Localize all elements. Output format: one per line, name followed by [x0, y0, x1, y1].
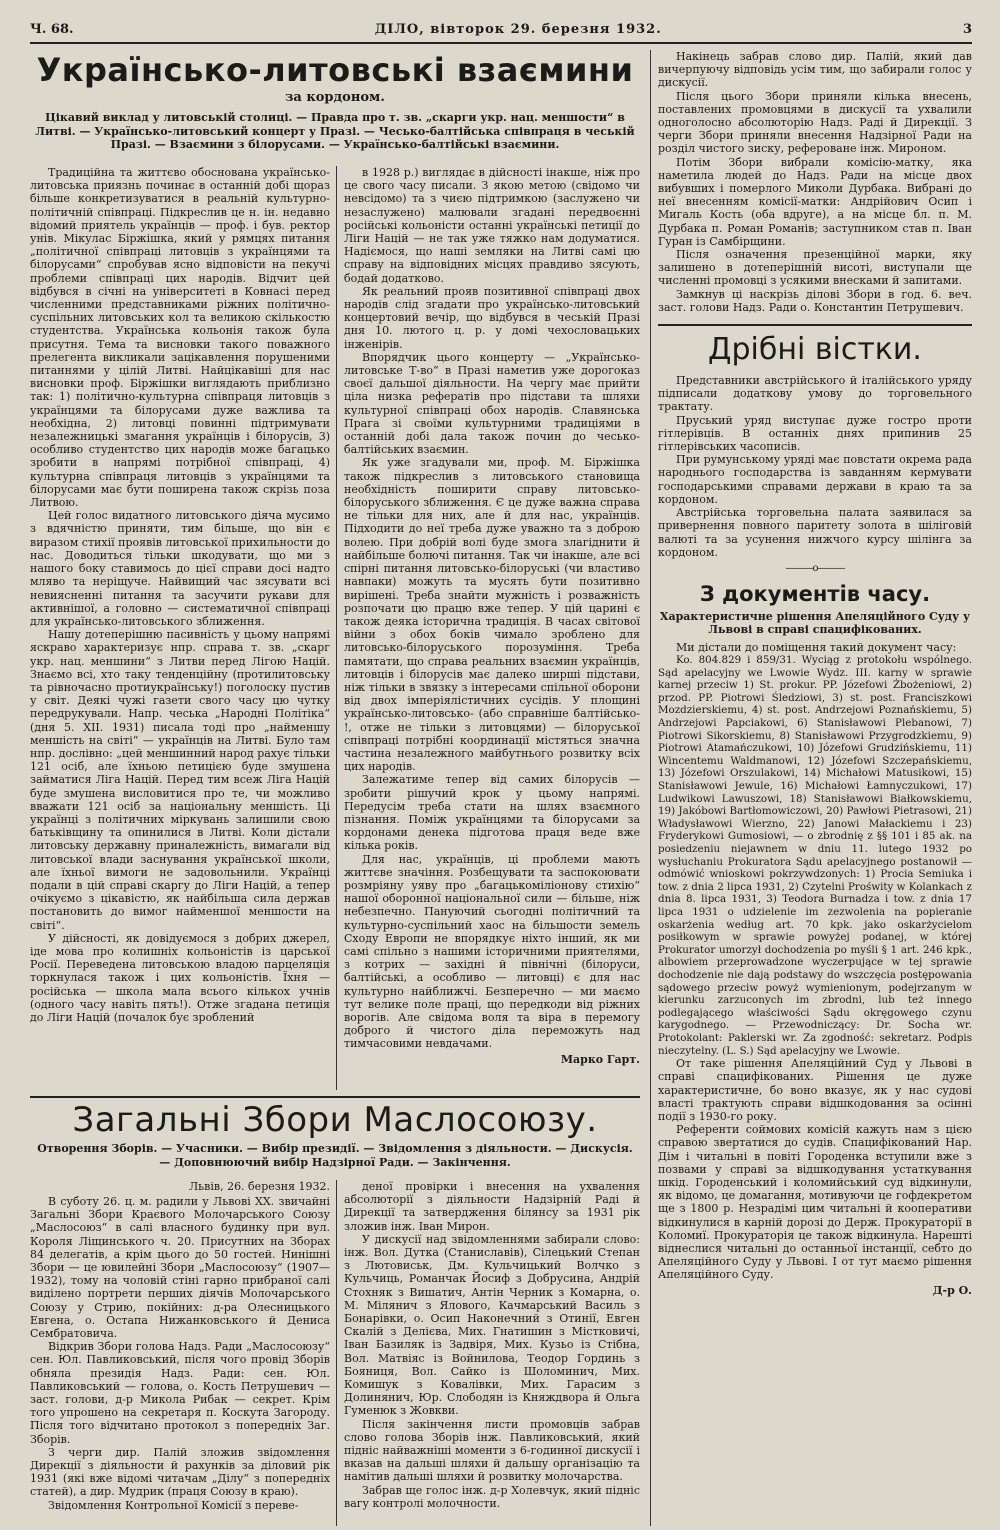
article-title: Загальні Збори Маслосоюзу.: [72, 1100, 598, 1140]
paragraph: Референти соймових комісій кажуть нам з цією справою звертатися до судів. Спацифікований Нар. Дім і читальні в повіті Городенка вступили вже з позвами у справі за відшкодування устаткування шкід. Городенський і коломийський суд відкинули, як відомо, це домагання, мотивуючи це гофдекретом ще з 1800 р. Незрадімі цим читальні й кооперативи відкинулися в карній дорозі до Держ. Прокураторії в Коломиї. Прокураторія це також відкинула. Нарешті віднеслися читальні до останньої інстанції, себто до Апеляційного Суду у Львові. І от тут маємо рішення Апеляційного Суду.: [658, 1123, 972, 1282]
masthead: ДІЛО, вівторок 29. березня 1932.: [374, 22, 662, 37]
news-item: Пруський уряд виступає дуже гостро проти гітлерівців. В останніх днях припинив 25 гітлерівських часописів.: [658, 413, 972, 454]
paragraph: В суботу 26. ц. м. радили у Львові XX. звичайні Загальні Збори Краєвого Молочарського Союзу „Маслосоюз“ в салі власного будинку при вул. Короля Ліщинського ч. 20. Присутних на Зборах 84 делегатів, а крім цього до 50 гостей. Нинішні Збори — це ювилейні Збори „Маслосоюзу“ (1907—1932), тому на чоловій стіні гарно прибраної салі виділено портрети перших діячів Молочарського Союзу у Стрию, покійних: д-ра Олесницького Евгена, о. Остапа Нижанковського й Дениса Сембратовича.: [30, 1195, 330, 1341]
page-number: 3: [962, 22, 972, 37]
paragraph: Традиційна та життєво обоснована українсько-литовська приязнь починає в останній добі щораз більше конкретизуватися в реальній культурно-політичній співпраці. Підкреслив це н. ін. недавно відомий приятель українців — проф. і був. ректор унів. Мікулас Біржішка, який у рямцях питання „політичної співпраці литовців з українцями та білорусами“ спробував ясно відповісти на пекучі проблеми співпраці цих народів. Відчит цей відбувся в січні на університеті в Ковнасі перед численними представниками ріжних політично-суспільних литовських кол та великою скількостю студентства. Українська кольонія також була присутня. Тема та висновки такого поважного прелегента викликали зацікавлення порушеними питаннями у цілій Литві. Найцікавіші для нас висновки проф. Біржішки виглядають приблизно так: 1) політично-культурна співпраця литовців з українцями та білорусами дуже важлива та необхідна, 2) литовці повинні підтримувати незалежницькі змагання українців і білорусів, 3) особливо студентство цих народів може багацько зробити в напрямі потрібної співпраці, 4) культурна співпраця литовців з українцями та білорусами має бути поширена також скрізь поза Литвою.: [30, 166, 330, 510]
news-item: Австрійська торговельна палата заявилася за привернення повного паритету золота в шіліговій валюті та за усунення нижчого курсу шілінга за кордоном.: [658, 506, 972, 559]
paragraph: Забрав ще голос інж. д-р Холевчук, який підніс вагу контролі молочности.: [344, 1483, 640, 1510]
paragraph: Для нас, українців, ці проблеми мають життєве значіння. Розбещувати та заспокоювати розмріяну уяву про „багацькоміліонову стихію“ нашої оборонної національної сили — більше, ніж небезпечно. Пануючий сьогодні політичний та культурно-суспільний хаос на більшости земель Сходу Европи не впорядкує ніхто інший, як ми самі спільно з нашими історичними приятелями, з котрих — західні й північні (білоруси, балтійські, а особливо — литовці) є для нас культурно найближчі. Безперечно — ми маємо тут велике поле праці, що передкоди від ріжних ворогів. Але свідома воля та віра в перемогу доброго й чистого діла переможуть над тимчасовими невдачами.: [344, 852, 640, 1051]
docs-title: З документів часу.: [699, 581, 931, 606]
article-summary: Отворення Зборів. — Учасники. — Вибір президії. — Звідомлення з діяльности. — Дискусія. — Доповнюючий вибір Надзірної Ради. — Закінчення.: [37, 1142, 633, 1169]
article1-continuation: [658, 50, 972, 314]
docs-section: [658, 641, 972, 1297]
article-subtitle: за кордоном.: [285, 90, 385, 105]
article2-column-2: [344, 1180, 640, 1526]
paragraph: Після цього Збори приняли кілька внесень, поставлених промовцями в дискусії та ухвалили одноголосно абсолюторію Надз. Раді й Дирекції. З черги Збори приняли внесення Надзірної Ради на розділ чистого зиску, рефероване інж. Мироном.: [658, 89, 972, 156]
article-summary: Цікавий виклад у литовській столиці. — Правда про т. зв. „скарги укр. нац. меншости“ в Литві. — Українсько-литовський концерт у Празі. — Чесько-балтійська співпраця в чеській Празі. — Взаємини з білорусами. — Українсько-балтійські взаємини.: [35, 111, 635, 151]
article1-column-1: [30, 166, 330, 1090]
paragraph: Потім Збори вибрали комісію-матку, яка наметила людей до Надз. Ради на місце двох вибувших і померлого Миколи Дурбака. Вибрані до неї внесенням комісії-матки: Андрійович Осип і Мигаль Кость (оба вдруге), а на місце бл. п. М. Дурбака п. Роман Романів; заступником став п. Іван Гуран із Самбірщини.: [658, 155, 972, 248]
news-item: Представники австрійського й італійського уряду підписали додаткову умову до торговельного трактату.: [658, 374, 972, 414]
article-maslosoyuz: [30, 1096, 640, 1526]
paragraph: З черги дир. Палій зложив звідомлення Дирекції з діяльности й рахунків за діловий рік 1931 (які вже відомі читачам „Ділу“ з попередніх статей), а дир. Мудрик (праця Союзу в краю).: [30, 1445, 330, 1499]
paragraph: У дискусії над звідомленнями забирали слово: інж. Вол. Дутка (Станиславів), Сілецький Степан з Лютовиськ, Дм. Кульчицький Волчко з Кульчиць, Романчак Йосиф з Добрусина, Андрій Стохняк з Вишатич, Антін Черник з Комарна, о. М. Мілянич з Ялового, Качмарський Василь з Бонарівки, о. Осип Наконечний з Отинії, Евген Скалій з Делієва, Мих. Гнатишин з Містковичі, Іван Базиляк із Задвіря, Мих. Кузьо із Стібна, Вол. Матвіяс із Войнилова, Теодор Гординь з Бояниця, Вол. Сайко із Шоломинич, Мих. Комишук з Ковалівки, Мих. Гарасим з Долинянич, Юр. Слободян із Княждвора й Ольга Гуменюк з Жовкви.: [344, 1232, 640, 1418]
paragraph: Залежатиме тепер від самих білорусів — зробити рішучий крок у цьому напрямі. Передусім треба стати на шлях взаємного пізнання. Поміж українцями та білорусами за кордонами денека підготова праця веде вже кілька років.: [344, 773, 640, 853]
paragraph: Накінець забрав слово дир. Палій, який дав вичерпуючу відповідь усім тим, що забирали голос у дискусії.: [658, 50, 972, 90]
paragraph: Замкнув ці наскрізь ділові Збори в год. 6. веч. заст. голови Надз. Ради о. Константин Петрушевич.: [658, 287, 972, 314]
ornament-divider: ———o———: [785, 562, 845, 574]
paragraph: Після означення презенційної марки, яку залишено в дотеперішній висоті, виступали ще численні промовці з усякими внесками й запитами.: [658, 248, 972, 288]
docs-signature: Д-р О.: [932, 1283, 972, 1297]
paragraph: Впорядчик цього концерту — „Українсько-литовське Т-во“ в Празі наметив уже дорогоказ своєї дальшої діяльности. На чергу має прийти ціла низка рефератів про підстави та шляхи культурної співпраці обох народів. Славянська Прага зі своїми культурними традиціями в останній добі дала також почин до чесько-балтійських взаємин.: [344, 350, 640, 457]
paragraph: От таке рішення Апеляційний Суд у Львові в справі спацифікованих. Рішення це дуже характеристичне, бо воно вказує, як у нас судові власті трактують справи відшкодовання за осінні події з 1930-го року.: [658, 1057, 972, 1123]
paragraph: Нашу дотеперішню пасивність у цьому напрямі яскраво характеризує нпр. справа т. зв. „скарг укр. нац. меншини“ з Литви перед Лігою Націй. Знаємо всі, хто таку тенденційну (протилитовську та рівночасно протиукраїнську!) поголоску пустив у світ. Деякі чужі газети свого часу цю чутку передрукували. Напр. чеська „Народні Політіка“ (дня 5. XII. 1931) писала тоді про „найменшу меншість на світі“ — українців на Литві. Було там нпр. дослівно: „цей меншинний народ рахує тільки 121 осіб, але їхньою петицією буде змушена займатися Ліга Націй. Перед тим всеж Ліга Націй буде змушена висловитися про те, чи можливо вважати 121 осіб за національну меншість. Ці українці з політичних міркувань залишили свою батьківщину та опинилися в Литві. Коли дістали литовську державну приналежність, вимагали від литовської влади заснування української школи, але їхньої вимоги не задовольнили. Українці подали в цій справі скаргу до Ліги Націй, а тепер очікуємо з цікавістю, як найбільша сила держав постановить до вимог найменшої меншости на світі“.: [30, 628, 330, 932]
page-header: [30, 22, 972, 44]
paragraph: Після закінчення листи промовців забрав слово голова Зборів інж. Павликовський, який підніс найважніші моменти з 6-годинної дискусії і вказав на дальші шляхи й дальшу організацію та намітив дальші шляхи й розвитку молочарства.: [344, 1417, 640, 1484]
court-extract: Ko. 804.829 i 859/31. Wyciąg z protokołu wspólnego. Sąd apelacyjny we Lwowie Wydz. III. karny w sprawie karnej przeciw 1) St. prokur. PP. Józefowi Żbożeniowi, 2) przod. PP. Piotrowi Śledziowi, 3) st. post. Franciszkowi Mozdzierskiemu, 4) st. post. Andrzejowi Poznańskiemu, 5) Andrzejowi Papciakowi, 6) Stanisławowi Plebanowi, 7) Piotrowi Sikorskiemu, 8) Stanisławowi Przygrodzkiemu, 9) Piotrowi Atamańczukowi, 10) Józefowi Grudzińskiemu, 11) Wincentemu Waldmanowi, 12) Józefowi Szczepańskiemu, 13) Józefowi Orszulakowi, 14) Michałowi Matusikowi, 15) Stanisławowi Jewule, 16) Michałowi Łamnyczukowi, 17) Ludwikowi Lawuszowi, 18) Stanisławowi Białkowskiemu, 19) Jakóbowi Bartłomowiczowi, 20) Pawłowi Pietrasowi, 21) Władysławowi Wierzno, 22) Janowi Małackiemu i 23) Fryderykowi Gumosiowi, — o zbrodnię z §§ 101 i 85 ak. na posiedzeniu niejawnem w dniu 11. lutego 1932 po wysłuchaniu Prokuratora Sądu apelacyjnego postanowił — odmówić wnioskowi pokrzywdzonych: 1) Procia Semiuka i tow. z dnia 2 lipca 1931, 2) Czytelni Proświty w Kolankach z dnia 8. lipca 1931, 3) Teodora Burnadza i tow. z dnia 17 lipca 1931 o udzielenie im zezwolenia na popieranie oskarżenia według art. 70 kpk. jako oskarżycielom posiłkowym w sprawie powyżej podanej, w której Prokurator umorzył dochodzenia po myśli § 1 art. 246 kpk., albowiem przeprowadzone wyczerpujące w tej sprawie dochodzenie nie dają podstawy do wszczęcia postępowania sądowego przeciw powyż wymienionym, podejrzanym w kierunku zarzuconych im zbrodni, lub też innego podlegającego właściwości Sądu okręgowego czynu karygodnego. — Przewodniczący: Dr. Socha wr. Protokolant: Paklerski wr. Za zgodność: sekretarz. Podpis nieczytelny. (L. S.) Sąd apelacyjny we Lwowie.: [658, 654, 972, 1057]
paragraph: У дійсності, як довідуємося з добрих джерел, іде мова про колишніх кольоністів із царської Росії. Переведена литовською владою парцеляція торкнулася також і цих кольоністів. Їхня — російська — школа мала всього кількох учнів (одного часу навіть пять!). Отже згадана петиція до Ліги Націй (почалок бує зроблений: [30, 931, 330, 1024]
right-column: [658, 50, 972, 1526]
docs-subtitle: Характеристичне рішення Апеляційного Суду у Львові в справі спацифікованих.: [659, 609, 971, 637]
column-rule: [650, 50, 651, 1526]
article-ukr-lit-relations: [30, 50, 640, 1090]
article-title: Українсько-литовські взаємини: [36, 51, 634, 89]
paragraph: Цей голос видатного литовського діяча мусимо з вдячністю приняти, тим більше, що він є виразом стихії проявів литовської прихильности до нас. Доводиться тільки шкодувати, що ми з нашого боку ставимось до цієї справи досі надто мляво та неріщуче. Найвищий час зясувати всі невиясненні питання та засучити рукави для активнішої, а головно — систематичної співпраці для українсько-литовського зближення.: [30, 509, 330, 628]
article-signature: Марко Гарт.: [560, 1052, 640, 1066]
paragraph: Як уже згадували ми, проф. М. Біржішка також підкреслив з литовського становища необхідність поширити справу литовсько-білоруського зближення. Є це дуже важна справа не тільки для них, але й для нас, українців. Підходити до неї треба дуже уважно та з доброю волею. При добрій волі буде змога злагіднити й найбільше болючі питання. Так чи інакше, але всі спірні питання литовсько-білоруські (чи властиво навпаки) можуть та мусять бути позитивно вирішені. Треба знайти мужність і розважність розпочати цю працю вже тепер. У цій царині є також деяка історична традиція. В часах світової війни з обох боків чимало зроблено для литовсько-білоруського порозуміння. Треба памятати, що справа реальних взаємин українців, литовців і білорусів має далеко ширші підстави, ніж тільки в звязку з інтересами спільної оборони від двох імперіялістичних сусідів. У площині українсько-литовсько- (або справніше балтійсько- !, отже не тільки з литовцями) — білоруської співпраці потрібні координації містяться значна частина незалежного майбутнього розвитку всіх цих народів.: [344, 456, 640, 774]
news-section: [658, 374, 972, 559]
news-item: При румунському уряді має повстати окрема рада народнього господарства із завданням кермувати господарськими справами держави в краю та за кордоном.: [658, 453, 972, 506]
paragraph: в 1928 р.) виглядає в дійсності інакше, ніж про це свого часу писали. З якою метою (свідомо чи невсідомо) та з чиєю підтримкою (заслужено чи незаслужено) малювали згадані передвоєнні російські кольоністи останні українські петиції до Ліги Націй — не так уже тяжко нам додуматися. Надіємося, що наші земляки на Литві самі цю справу на відповідних місцях правдиво зясують, бодай додатково.: [344, 166, 640, 285]
column-rule: [336, 1180, 337, 1526]
news-title: Дрібні вістки.: [708, 332, 922, 368]
column-rule: [336, 166, 337, 1090]
paragraph: Ми дістали до поміщення такий документ часу:: [676, 640, 957, 654]
issue-number: Ч. 68.: [30, 22, 74, 37]
paragraph: Як реальний прояв позитивної співпраці двох народів слід згадати про українсько-литовський концертовий вечір, що відбувся в чеській Празі дня 10. лютого ц. р. у домі чехословацьких інженірів.: [344, 284, 640, 351]
paragraph: Відкрив Збори голова Надз. Ради „Маслосоюзу“ сен. Юл. Павликовський, після чого провід Зборів обняла президія Надз. Ради: сен. Юл. Павликовський — голова, о. Кость Петрушевич — заст. голови, д-р Микола Рибак — секрет. Крім того упрошено на секретаря п. Коскута Загороду. Після того відчитано протокол з попередніх Заг. Зборів.: [30, 1340, 330, 1446]
article1-column-2: [344, 166, 640, 1090]
article2-column-1: [30, 1180, 330, 1526]
paragraph: деної провірки і внесення на ухвалення абсолюторії з діяльности Надзірній Раді й Дирекції та затвердження білянсу за 1931 рік зложив інж. Іван Мирон.: [344, 1180, 640, 1233]
dateline: Львів, 26. березня 1932.: [189, 1180, 330, 1193]
paragraph: Звідомлення Контрольної Комісії з переве-: [48, 1498, 299, 1512]
